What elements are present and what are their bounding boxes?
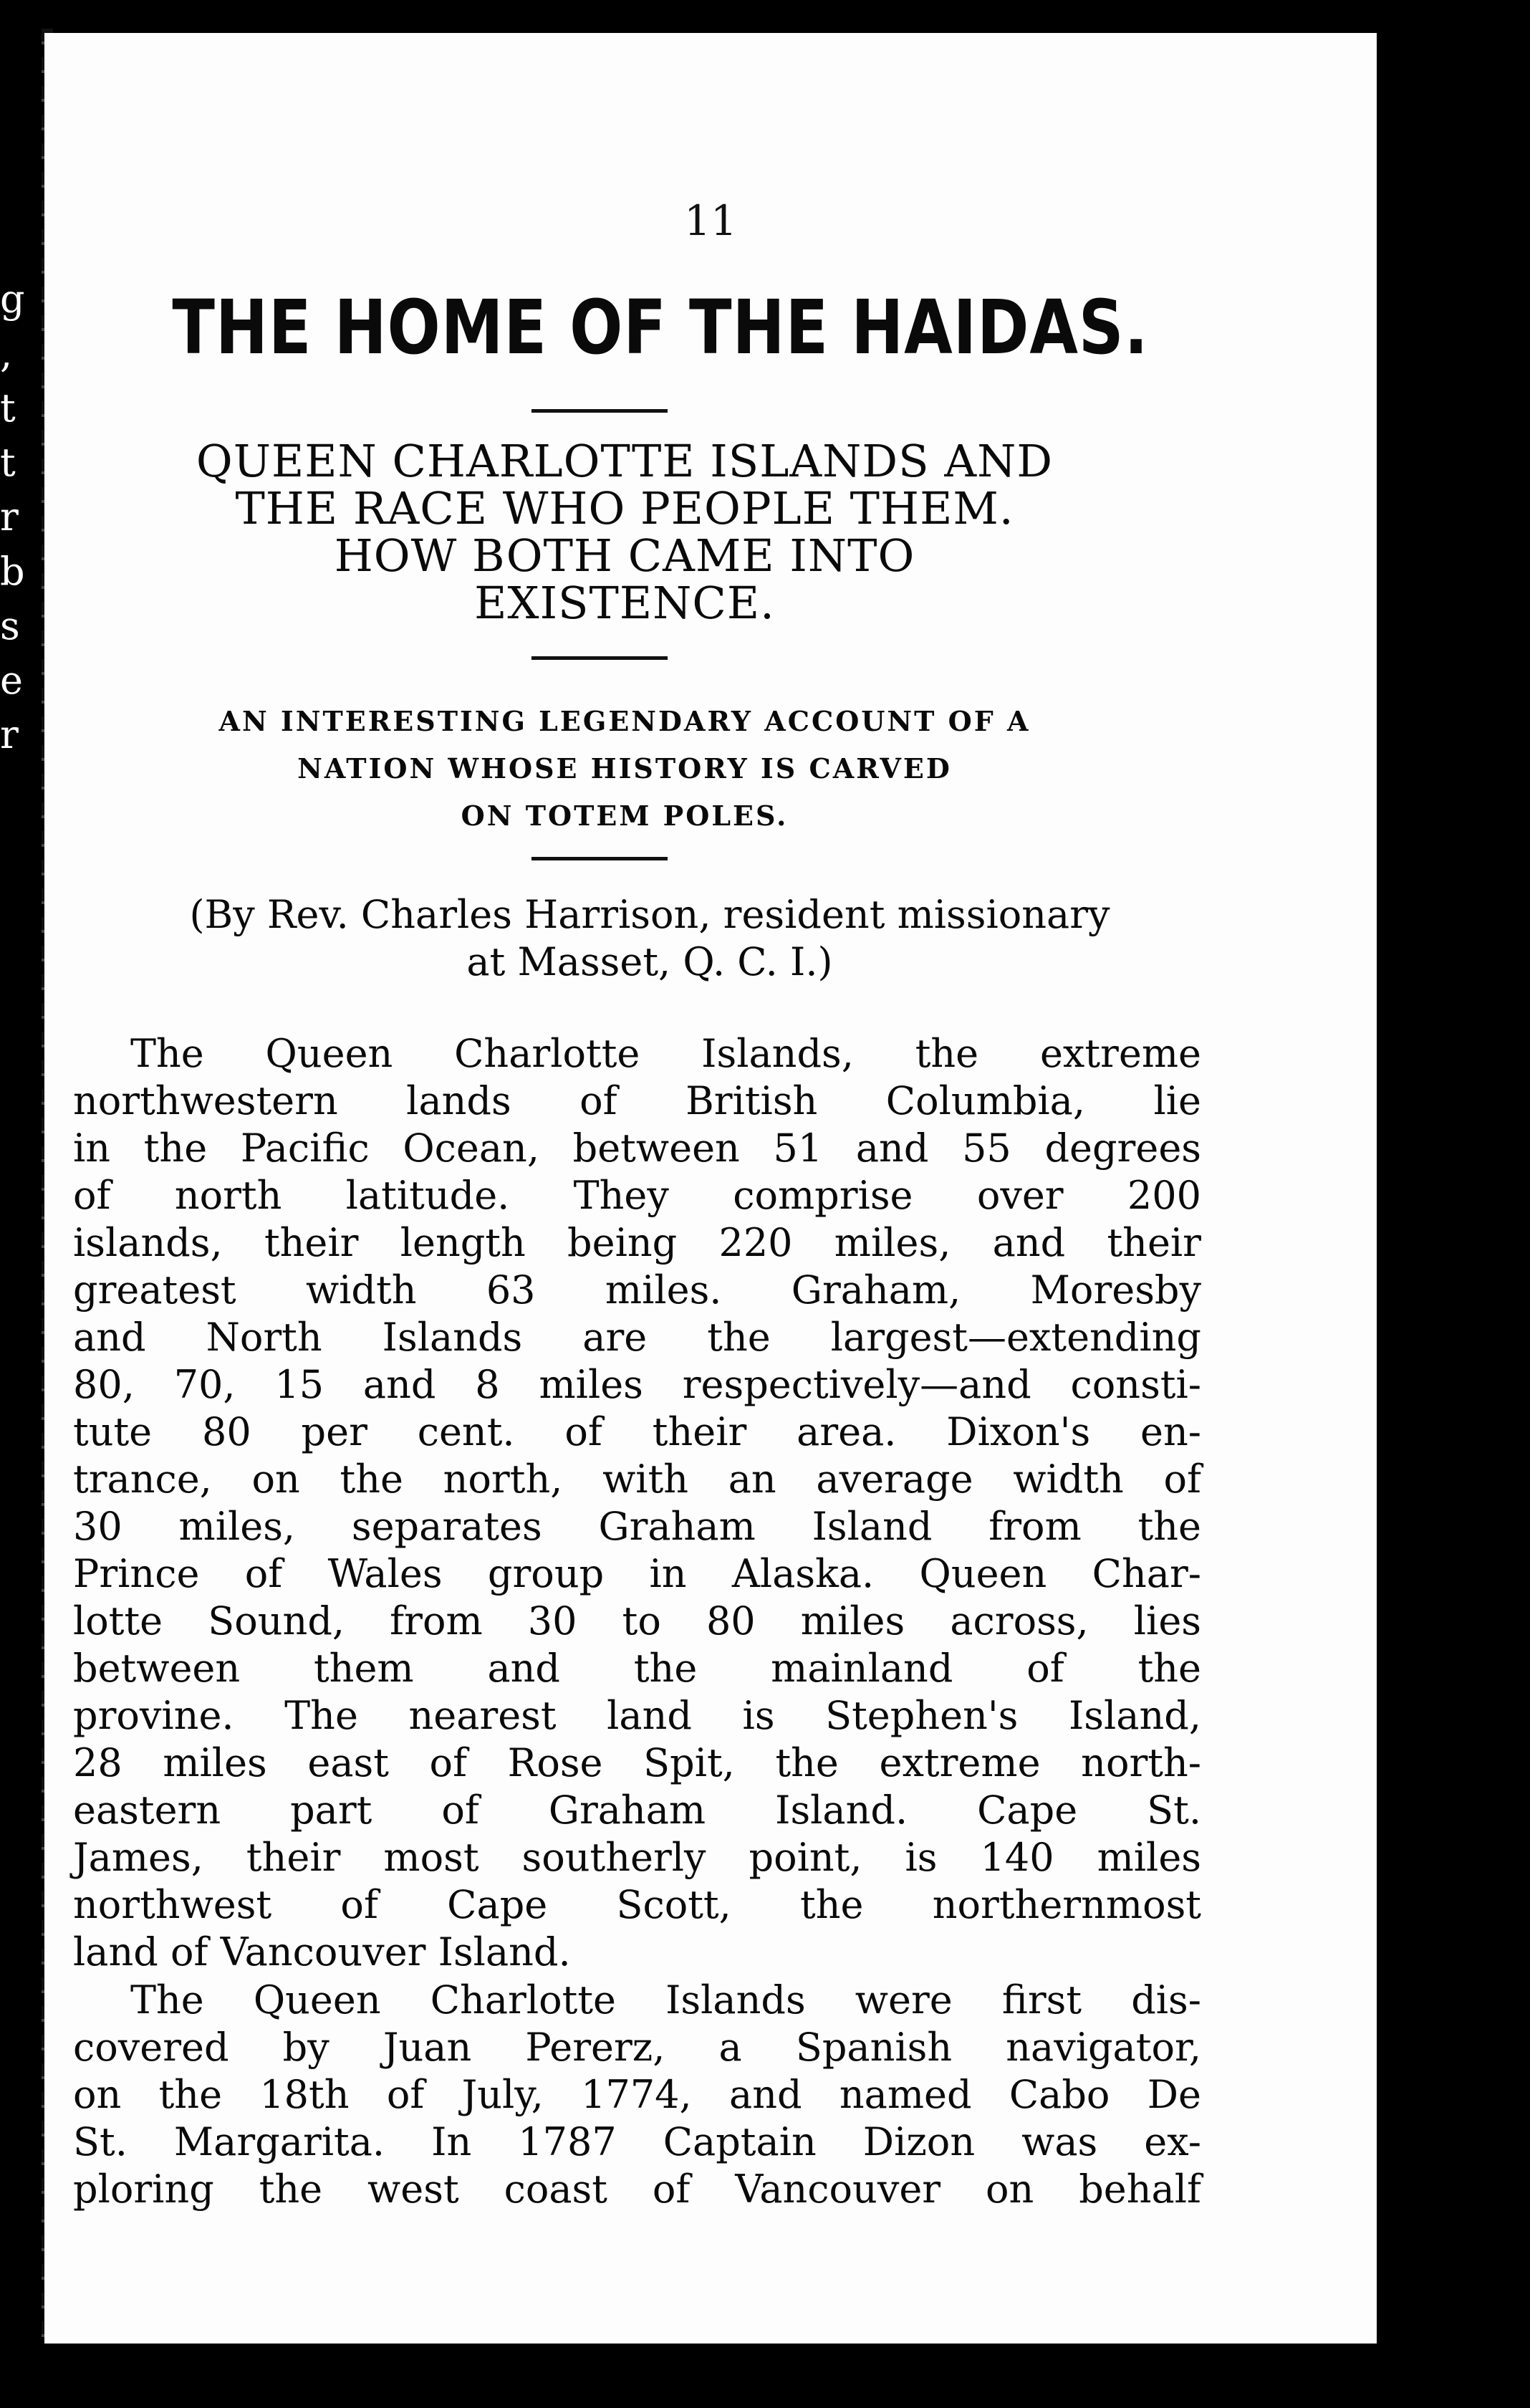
text-line: between them and the mainland of the [73, 1646, 1201, 1691]
subtitle-rule [531, 656, 668, 660]
text-line: islands, their length being 220 miles, and their [73, 1220, 1201, 1265]
article-title: THE HOME OF THE HAIDAS. [172, 284, 1149, 371]
text-line: St. Margarita. In 1787 Captain Dizon was ex- [73, 2119, 1201, 2164]
byline-line: at Masset, Q. C. I.) [466, 939, 833, 984]
subtitle-line: THE RACE WHO PEOPLE THEM. [235, 482, 1014, 534]
margin-fragment: t [0, 440, 16, 485]
subtitle-line: QUEEN CHARLOTTE ISLANDS AND [196, 435, 1054, 487]
margin-fragment: s [0, 603, 20, 648]
deck-line: ON TOTEM POLES. [461, 800, 789, 832]
text-line: on the 18th of July, 1774, and named Cabo De [73, 2072, 1201, 2117]
text-line: northwestern lands of British Columbia, lie [73, 1078, 1201, 1123]
paragraph-1 [73, 1030, 1201, 1976]
deck-line: AN INTERESTING LEGENDARY ACCOUNT OF A [218, 705, 1031, 737]
byline [91, 891, 1208, 986]
margin-fragment: t [0, 385, 16, 431]
text-line: in the Pacific Ocean, between 51 and 55 degrees [73, 1126, 1201, 1171]
text-line: greatest width 63 miles. Graham, Moresby [73, 1267, 1201, 1313]
text-line: eastern part of Graham Island. Cape St. [73, 1788, 1201, 1833]
deck-line: NATION WHOSE HISTORY IS CARVED [297, 752, 952, 785]
text-line: tute 80 per cent. of their area. Dixon's en- [73, 1409, 1201, 1454]
page-number: 11 [684, 196, 737, 245]
text-line: 28 miles east of Rose Spit, the extreme north- [73, 1740, 1201, 1785]
text-line: The Queen Charlotte Islands were first dis- [130, 1977, 1201, 2023]
text-line: land of Vancouver Island. [73, 1929, 571, 1975]
subtitle-line: HOW BOTH CAME INTO [334, 529, 915, 582]
text-line: and North Islands are the largest—extending [73, 1315, 1201, 1360]
text-line: provine. The nearest land is Stephen's Island, [73, 1693, 1201, 1738]
margin-fragment: e [0, 658, 23, 703]
text-line: covered by Juan Pererz, a Spanish navigator, [73, 2025, 1201, 2070]
margin-fragment: r [0, 494, 19, 539]
paragraph-2 [73, 1977, 1201, 2213]
text-line: James, their most southerly point, is 140 miles [73, 1835, 1201, 1880]
subtitle-line: EXISTENCE. [474, 577, 775, 629]
scanned-page [44, 33, 1377, 2344]
byline-line: (By Rev. Charles Harrison, resident missionary [189, 892, 1110, 937]
text-line: trance, on the north, with an average width of [73, 1457, 1201, 1502]
title-rule [531, 409, 668, 413]
text-line: ploring the west coast of Vancouver on behalf [73, 2167, 1201, 2212]
margin-fragment: g [0, 277, 25, 322]
margin-fragment: r [0, 712, 19, 757]
text-line: Prince of Wales group in Alaska. Queen Char- [73, 1551, 1201, 1596]
article-deck [102, 698, 1148, 840]
deck-rule [531, 857, 668, 860]
text-line: lotte Sound, from 30 to 80 miles across, lies [73, 1598, 1201, 1644]
text-line: 30 miles, separates Graham Island from the [73, 1504, 1201, 1549]
text-line: The Queen Charlotte Islands, the extreme [130, 1031, 1201, 1076]
margin-fragment: , [0, 331, 13, 376]
article-subtitle [102, 435, 1148, 629]
text-line: 80, 70, 15 and 8 miles respectively—and consti- [73, 1362, 1201, 1407]
text-line: northwest of Cape Scott, the northernmost [73, 1882, 1201, 1927]
adjacent-page-fragments [0, 272, 42, 762]
margin-fragment: b [0, 549, 25, 594]
text-line: of north latitude. They comprise over 200 [73, 1173, 1201, 1218]
